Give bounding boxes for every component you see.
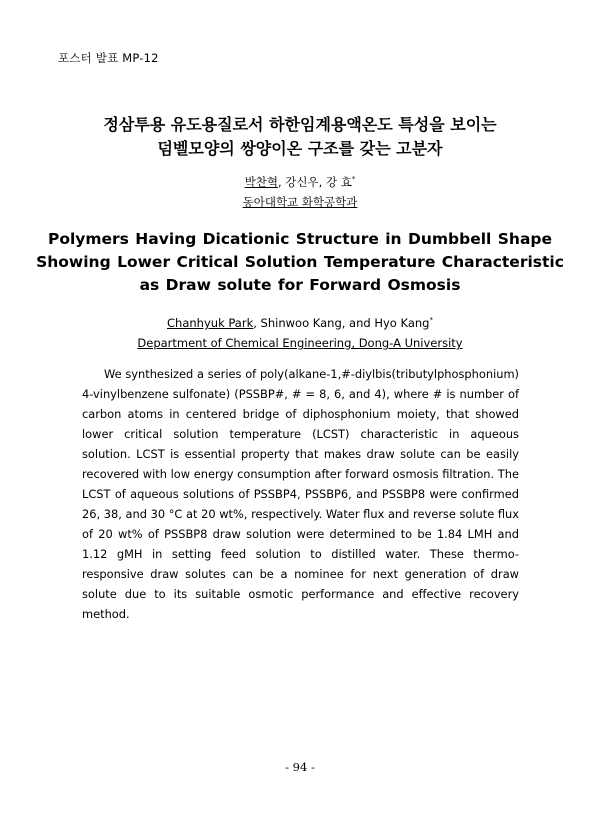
english-affiliation: Department of Chemical Engineering, Dong-A University bbox=[137, 336, 463, 350]
abstract-body: We synthesized a series of poly(alkane-1,#-diylbis(tributylphosphonium) 4-vinylbenzene sulfonate) (PSSBP#, # = 8, 6, and 4), where # is number of carbon atoms in centered bridge of diphosphonium moiety, that showed lower critical solution temperature (LCST) characteristic in aqueous solution. LCST is essential property that makes draw solute can be easily recovered with low energy consumption after forward osmosis filtration. The LCST of aqueous solutions of PSSBP4, PSSBP6, and PSSBP8 were confirmed 26, 38, and 30 °C at 20 wt%, respectively. Water flux and reverse solute flux of 20 wt% of PSSBP8 draw solution were determined to be 1.84 LMH and 1.12 gMH in setting feed solution to distilled water. These thermo-responsive draw solutes can be a nominee for next generation of draw solute due to its suitable osmotic performance and effective recovery method. bbox=[82, 367, 519, 621]
korean-coauthors: , 강신우, 강 효 bbox=[278, 175, 352, 189]
english-coauthors: , Shinwoo Kang, and Hyo Kang bbox=[253, 316, 430, 330]
english-title-line-1: Polymers Having Dicationic Structure in Dumbbell Shape bbox=[47, 230, 553, 248]
korean-authors bbox=[0, 174, 600, 190]
korean-corresponding-mark: * bbox=[351, 175, 356, 184]
english-title-line-2: Showing Lower Critical Solution Temperature Characteristic bbox=[36, 253, 564, 271]
page-number: - 94 - bbox=[285, 760, 315, 774]
korean-presenter: 박찬혁 bbox=[244, 175, 278, 189]
english-corresponding-mark: * bbox=[429, 316, 433, 325]
english-title-line-3: as Draw solute for Forward Osmosis bbox=[139, 276, 461, 294]
korean-affiliation: 동아대학교 화학공학과 bbox=[242, 195, 358, 209]
korean-title-line-2: 덤벨모양의 쌍양이온 구조를 갖는 고분자 bbox=[157, 139, 443, 158]
english-authors bbox=[0, 316, 600, 330]
english-presenter: Chanhyuk Park bbox=[167, 316, 254, 330]
session-header: 포스터 발표 MP-12 bbox=[58, 51, 159, 65]
korean-title-line-1: 정삼투용 유도용질로서 하한임계용액온도 특성을 보이는 bbox=[103, 115, 497, 134]
